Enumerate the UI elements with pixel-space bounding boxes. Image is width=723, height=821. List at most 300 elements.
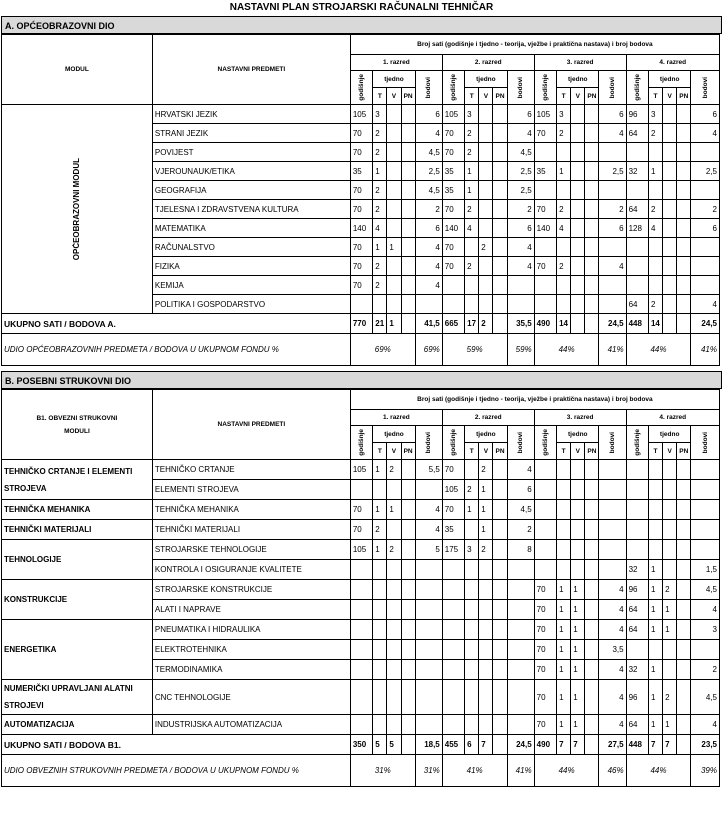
value-bodovi	[691, 520, 720, 540]
value-hours	[401, 219, 415, 238]
value-bodovi	[691, 257, 720, 276]
value-hours	[571, 276, 585, 295]
value-hours	[557, 276, 571, 295]
header-pn: PN	[401, 443, 415, 460]
module-name: TEHNIČKI MATERIJALI	[2, 520, 153, 540]
value-hours	[677, 480, 691, 500]
vertical-header-label: bodovi	[701, 431, 709, 454]
value-hours: 1	[465, 162, 479, 181]
value-bodovi: 2	[691, 660, 720, 680]
value-bodovi: 2,5	[507, 181, 534, 200]
value-hours: 64	[626, 715, 648, 735]
total-value	[401, 735, 415, 755]
value-hours: 1	[663, 600, 677, 620]
value-bodovi: 4	[691, 124, 720, 143]
document-title: NASTAVNI PLAN STROJARSKI RAČUNALNI TEHNIČAR	[229, 2, 494, 13]
value-bodovi	[691, 640, 720, 660]
value-hours: 1	[557, 580, 571, 600]
value-hours: 70	[534, 620, 556, 640]
subject-name: POVIJEST	[152, 143, 350, 162]
value-hours	[626, 520, 648, 540]
subject-name: KONTROLA I OSIGURANJE KVALITETE	[152, 560, 350, 580]
subject-name: CNC TEHNOLOGIJE	[152, 680, 350, 715]
header-godisnje	[350, 426, 372, 460]
value-hours: 140	[350, 219, 372, 238]
value-hours	[663, 124, 677, 143]
value-hours	[387, 276, 401, 295]
header-bodovi	[415, 426, 442, 460]
value-hours	[677, 276, 691, 295]
value-bodovi	[415, 560, 442, 580]
total-value: 21	[373, 314, 387, 334]
module-cell	[2, 105, 153, 314]
value-hours: 2	[465, 124, 479, 143]
value-hours: 1	[465, 500, 479, 520]
value-hours	[479, 580, 493, 600]
value-bodovi: 4	[507, 460, 534, 480]
value-hours: 64	[626, 295, 648, 314]
subject-name: FIZIKA	[152, 257, 350, 276]
value-bodovi: 8	[507, 540, 534, 560]
value-hours	[677, 620, 691, 640]
value-hours	[626, 500, 648, 520]
value-hours	[677, 715, 691, 735]
vertical-header-label: godišnje	[449, 429, 457, 456]
module-name: OPĆEOBRAZOVNI MODUL	[72, 157, 82, 261]
value-hours: 1	[557, 600, 571, 620]
value-hours: 1	[373, 460, 387, 480]
value-hours	[585, 715, 599, 735]
value-bodovi	[599, 276, 626, 295]
value-hours	[571, 162, 585, 181]
value-hours	[401, 500, 415, 520]
vertical-header-label: bodovi	[425, 76, 433, 99]
value-hours: 1	[648, 620, 662, 640]
value-hours	[373, 580, 387, 600]
value-hours: 1	[571, 580, 585, 600]
value-bodovi	[691, 143, 720, 162]
total-value: 455	[442, 735, 464, 755]
value-hours	[585, 680, 599, 715]
value-hours: 70	[534, 680, 556, 715]
value-hours	[350, 660, 372, 680]
value-hours	[648, 143, 662, 162]
vertical-header-label: godišnje	[633, 429, 641, 456]
value-bodovi: 4	[599, 257, 626, 276]
value-hours: 70	[350, 276, 372, 295]
udio-bodovi: 41%	[599, 334, 626, 366]
value-hours	[677, 181, 691, 200]
vertical-header-label: bodovi	[425, 431, 433, 454]
vertical-header-label: bodovi	[517, 431, 525, 454]
value-hours	[479, 124, 493, 143]
value-bodovi: 4	[691, 715, 720, 735]
value-hours: 2	[373, 124, 387, 143]
value-hours	[534, 560, 556, 580]
value-hours	[677, 200, 691, 219]
value-bodovi: 4,5	[415, 181, 442, 200]
value-hours: 1	[373, 540, 387, 560]
value-bodovi	[507, 620, 534, 640]
value-hours	[493, 620, 507, 640]
value-bodovi	[691, 238, 720, 257]
value-hours	[663, 276, 677, 295]
value-hours	[585, 124, 599, 143]
value-hours	[585, 276, 599, 295]
total-label: UKUPNO SATI / BODOVA A.	[2, 314, 351, 334]
value-hours: 1	[465, 181, 479, 200]
value-hours: 1	[648, 560, 662, 580]
value-hours	[557, 540, 571, 560]
value-hours	[479, 200, 493, 219]
header-bodovi	[507, 71, 534, 105]
document-page	[1, 0, 722, 787]
value-hours	[387, 143, 401, 162]
value-hours	[479, 600, 493, 620]
value-hours: 1	[479, 500, 493, 520]
total-value: 35,5	[507, 314, 534, 334]
value-hours: 1	[557, 162, 571, 181]
total-value: 27,5	[599, 735, 626, 755]
value-hours	[571, 238, 585, 257]
value-hours	[677, 295, 691, 314]
value-bodovi	[415, 640, 442, 660]
value-bodovi: 4	[599, 600, 626, 620]
total-value: 6	[465, 735, 479, 755]
subject-name: STROJARSKE KONSTRUKCIJE	[152, 580, 350, 600]
value-bodovi: 4,5	[691, 580, 720, 600]
value-hours: 105	[350, 105, 372, 124]
value-hours	[493, 640, 507, 660]
total-value: 1	[387, 314, 401, 334]
value-hours	[373, 620, 387, 640]
value-hours	[663, 640, 677, 660]
value-hours: 70	[442, 257, 464, 276]
total-value: 490	[534, 735, 556, 755]
value-hours: 70	[442, 143, 464, 162]
value-hours: 2	[648, 295, 662, 314]
header-v: V	[479, 443, 493, 460]
value-hours: 70	[442, 200, 464, 219]
value-hours	[585, 143, 599, 162]
value-hours	[479, 620, 493, 640]
value-bodovi	[599, 143, 626, 162]
value-hours	[401, 200, 415, 219]
value-hours	[585, 640, 599, 660]
header-razred-2: 2. razred	[442, 410, 534, 426]
value-hours: 2	[373, 181, 387, 200]
value-hours	[571, 143, 585, 162]
vertical-header-label: bodovi	[701, 76, 709, 99]
header-pn: PN	[493, 443, 507, 460]
value-hours	[663, 540, 677, 560]
value-bodovi: 2	[415, 200, 442, 219]
value-bodovi: 4	[599, 660, 626, 680]
value-hours	[626, 460, 648, 480]
value-hours	[465, 640, 479, 660]
value-hours	[677, 460, 691, 480]
module-name: KONSTRUKCIJE	[2, 580, 153, 620]
value-bodovi	[507, 680, 534, 715]
value-hours: 70	[350, 181, 372, 200]
value-hours	[493, 124, 507, 143]
header-tjedno: tjedno	[465, 426, 507, 443]
value-hours	[677, 124, 691, 143]
value-hours	[493, 181, 507, 200]
value-hours	[585, 238, 599, 257]
subject-name: INDUSTRIJSKA AUTOMATIZACIJA	[152, 715, 350, 735]
value-hours	[401, 620, 415, 640]
value-hours: 70	[442, 124, 464, 143]
value-hours	[571, 540, 585, 560]
value-hours: 2	[648, 200, 662, 219]
total-value: 2	[479, 314, 493, 334]
value-hours	[663, 200, 677, 219]
value-hours: 96	[626, 105, 648, 124]
value-hours: 3	[648, 105, 662, 124]
value-hours	[373, 640, 387, 660]
value-hours: 4	[557, 219, 571, 238]
value-bodovi	[507, 295, 534, 314]
module-name: TEHNIČKA MEHANIKA	[2, 500, 153, 520]
value-hours: 1	[373, 500, 387, 520]
value-hours: 2	[373, 143, 387, 162]
value-hours	[557, 480, 571, 500]
udio-sati: 59%	[442, 334, 507, 366]
value-hours	[663, 181, 677, 200]
value-hours: 1	[648, 680, 662, 715]
value-hours	[373, 680, 387, 715]
value-hours: 4	[465, 219, 479, 238]
value-hours: 105	[442, 105, 464, 124]
value-hours	[648, 181, 662, 200]
value-hours	[534, 540, 556, 560]
total-value	[585, 314, 599, 334]
value-hours: 128	[626, 219, 648, 238]
value-hours	[401, 480, 415, 500]
value-hours: 1	[571, 715, 585, 735]
value-hours	[465, 715, 479, 735]
value-hours	[401, 540, 415, 560]
value-hours: 1	[571, 640, 585, 660]
value-hours: 2	[373, 520, 387, 540]
value-hours	[677, 143, 691, 162]
total-value: 5	[387, 735, 401, 755]
value-bodovi	[599, 500, 626, 520]
total-value: 5	[373, 735, 387, 755]
value-hours	[465, 660, 479, 680]
header-pn: PN	[677, 443, 691, 460]
total-value: 17	[465, 314, 479, 334]
value-hours	[350, 640, 372, 660]
header-bodovi	[691, 426, 720, 460]
value-bodovi: 4,5	[507, 500, 534, 520]
header-razred-3: 3. razred	[534, 55, 626, 71]
value-bodovi	[507, 715, 534, 735]
value-hours: 70	[534, 200, 556, 219]
value-bodovi	[691, 460, 720, 480]
value-hours	[557, 500, 571, 520]
value-bodovi	[599, 480, 626, 500]
total-value: 350	[350, 735, 372, 755]
header-v: V	[571, 443, 585, 460]
header-godisnje	[442, 426, 464, 460]
subject-name: ELEMENTI STROJEVA	[152, 480, 350, 500]
value-hours	[350, 295, 372, 314]
value-hours: 1	[479, 520, 493, 540]
value-bodovi: 4,5	[691, 680, 720, 715]
value-hours	[401, 680, 415, 715]
value-bodovi	[507, 640, 534, 660]
subject-name: KEMIJA	[152, 276, 350, 295]
value-hours	[626, 143, 648, 162]
value-hours	[585, 480, 599, 500]
subject-name: TEHNIČKI MATERIJALI	[152, 520, 350, 540]
total-value: 41,5	[415, 314, 442, 334]
value-hours	[493, 520, 507, 540]
header-razred-1: 1. razred	[350, 55, 442, 71]
total-value: 7	[479, 735, 493, 755]
value-bodovi	[599, 540, 626, 560]
value-hours	[387, 580, 401, 600]
value-hours	[571, 560, 585, 580]
value-hours: 1	[373, 162, 387, 181]
value-hours	[387, 162, 401, 181]
value-hours: 35	[442, 520, 464, 540]
total-value: 7	[571, 735, 585, 755]
value-hours: 2	[373, 257, 387, 276]
value-hours: 1	[648, 660, 662, 680]
value-hours: 105	[350, 540, 372, 560]
value-hours	[442, 295, 464, 314]
value-hours	[571, 181, 585, 200]
subject-name: TEHNIČKO CRTANJE	[152, 460, 350, 480]
value-bodovi: 4	[507, 257, 534, 276]
value-hours	[534, 238, 556, 257]
value-hours	[493, 480, 507, 500]
value-bodovi	[599, 460, 626, 480]
total-label: UKUPNO SATI / BODOVA B1.	[2, 735, 351, 755]
udio-sati: 44%	[626, 334, 691, 366]
header-godisnje	[534, 426, 556, 460]
value-bodovi	[691, 500, 720, 520]
total-value: 14	[648, 314, 662, 334]
value-hours: 1	[479, 480, 493, 500]
value-bodovi: 2	[691, 200, 720, 219]
value-bodovi	[415, 680, 442, 715]
value-hours	[585, 540, 599, 560]
subject-name: PNEUMATIKA I HIDRAULIKA	[152, 620, 350, 640]
value-hours: 32	[626, 660, 648, 680]
value-bodovi	[507, 580, 534, 600]
value-hours: 70	[442, 238, 464, 257]
value-hours	[350, 480, 372, 500]
header-v: V	[663, 443, 677, 460]
value-bodovi	[415, 715, 442, 735]
value-hours: 70	[534, 257, 556, 276]
value-hours	[663, 105, 677, 124]
header-t: T	[373, 443, 387, 460]
value-hours	[557, 520, 571, 540]
value-hours	[387, 257, 401, 276]
value-hours	[626, 257, 648, 276]
value-hours	[571, 257, 585, 276]
value-hours	[350, 600, 372, 620]
value-hours	[571, 295, 585, 314]
value-hours	[493, 257, 507, 276]
value-hours	[493, 295, 507, 314]
header-modul: MODUL	[2, 35, 153, 105]
value-hours: 64	[626, 600, 648, 620]
value-hours: 3	[373, 105, 387, 124]
header-bodovi	[507, 426, 534, 460]
value-hours	[493, 600, 507, 620]
value-bodovi: 3,5	[599, 640, 626, 660]
value-hours	[585, 600, 599, 620]
value-bodovi	[599, 295, 626, 314]
total-value	[401, 314, 415, 334]
value-hours	[663, 295, 677, 314]
value-hours	[585, 500, 599, 520]
value-hours: 2	[557, 257, 571, 276]
value-hours	[387, 295, 401, 314]
section-b-heading: B. POSEBNI STRUKOVNI DIO	[1, 371, 722, 389]
value-hours	[479, 219, 493, 238]
subject-name: HRVATSKI JEZIK	[152, 105, 350, 124]
subject-name: RAČUNALSTVO	[152, 238, 350, 257]
header-broj-sati: Broj sati (godišnje i tjedno - teorija, vježbe i praktična nastava) i broj bodova	[350, 35, 719, 55]
value-hours	[401, 124, 415, 143]
value-hours	[387, 560, 401, 580]
value-hours: 96	[626, 580, 648, 600]
total-value	[493, 314, 507, 334]
value-hours: 70	[350, 500, 372, 520]
value-hours	[479, 560, 493, 580]
value-bodovi: 4	[599, 580, 626, 600]
value-hours	[585, 580, 599, 600]
value-hours: 1	[571, 680, 585, 715]
value-hours	[571, 124, 585, 143]
header-razred-4: 4. razred	[626, 55, 719, 71]
value-hours: 2	[663, 680, 677, 715]
value-bodovi: 6	[415, 105, 442, 124]
subject-name: ALATI I NAPRAVE	[152, 600, 350, 620]
value-hours	[493, 238, 507, 257]
udio-sati: 44%	[626, 755, 691, 787]
value-bodovi: 1,5	[691, 560, 720, 580]
value-hours	[442, 600, 464, 620]
value-hours	[465, 295, 479, 314]
value-hours: 70	[350, 257, 372, 276]
value-hours	[663, 257, 677, 276]
value-hours	[350, 680, 372, 715]
value-hours	[493, 500, 507, 520]
total-value	[585, 735, 599, 755]
value-hours	[387, 620, 401, 640]
value-bodovi	[599, 238, 626, 257]
value-hours	[557, 295, 571, 314]
header-tjedno: tjedno	[465, 71, 507, 88]
value-hours	[534, 143, 556, 162]
value-hours	[373, 295, 387, 314]
value-bodovi: 2,5	[507, 162, 534, 181]
value-hours: 3	[465, 105, 479, 124]
value-hours: 1	[663, 715, 677, 735]
total-value: 24,5	[599, 314, 626, 334]
value-hours: 2	[387, 540, 401, 560]
header-v: V	[479, 88, 493, 105]
module-name: TEHNOLOGIJE	[2, 540, 153, 580]
